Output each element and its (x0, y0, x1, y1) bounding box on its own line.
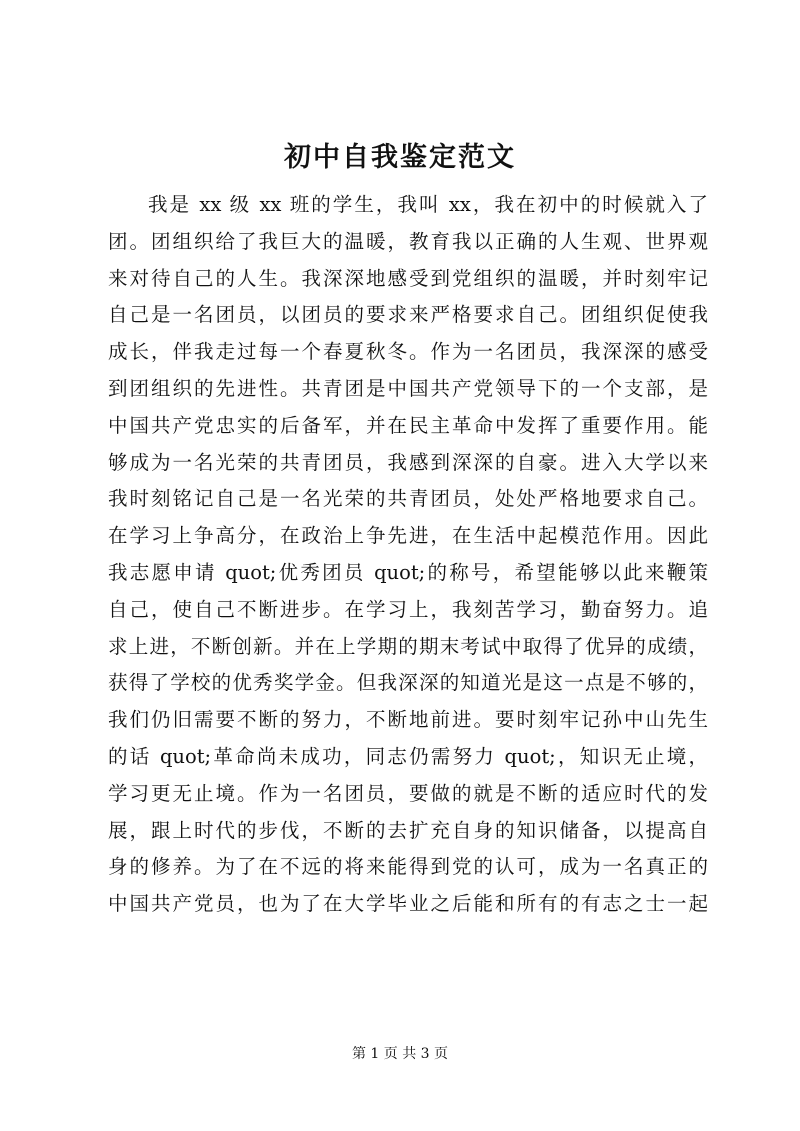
document-title: 初中自我鉴定范文 (284, 142, 516, 173)
body-line: 够成为一名光荣的共青团员，我感到深深的自豪。进入大学以来 (108, 450, 708, 474)
body-line: 来对待自己的人生。我深深地感受到党组织的温暖，并时刻牢记 (108, 266, 708, 290)
body-line: 在学习上争高分，在政治上争先进，在生活中起模范作用。因此 (108, 524, 708, 548)
body-line: 学习更无止境。作为一名团员，要做的就是不断的适应时代的发 (108, 781, 708, 805)
body-line: 我是 xx 级 xx 班的学生，我叫 xx，我在初中的时候就入了 (148, 193, 708, 216)
body-line: 我们仍旧需要不断的努力，不断地前进。要时刻牢记孙中山先生 (108, 708, 708, 732)
body-line: 到团组织的先进性。共青团是中国共产党领导下的一个支部，是 (108, 376, 708, 400)
document-body (108, 187, 708, 923)
body-line: 自己，使自己不断进步。在学习上，我刻苦学习，勤奋努力。追 (108, 597, 708, 621)
body-line: 自己是一名团员，以团员的要求来严格要求自己。团组织促使我 (108, 303, 708, 327)
page-number-footer: 第 1 页 共 3 页 (351, 1046, 449, 1062)
body-line: 求上进，不断创新。并在上学期的期末考试中取得了优异的成绩， (108, 634, 708, 658)
body-line: 展，跟上时代的步伐，不断的去扩充自身的知识储备，以提高自 (108, 818, 708, 842)
body-line: 中国共产党员，也为了在大学毕业之后能和所有的有志之士一起 (108, 892, 708, 916)
body-line: 身的修养。为了在不远的将来能得到党的认可，成为一名真正的 (108, 855, 708, 879)
body-line: 我时刻铭记自己是一名光荣的共青团员，处处严格地要求自己。 (108, 487, 708, 511)
body-line: 成长，伴我走过每一个春夏秋冬。作为一名团员，我深深的感受 (108, 340, 708, 364)
body-line: 团。团组织给了我巨大的温暖，教育我以正确的人生观、世界观 (108, 229, 708, 253)
body-line: 的话 quot;革命尚未成功，同志仍需努力 quot;，知识无止境， (108, 744, 708, 768)
body-line: 中国共产党忠实的后备军，并在民主革命中发挥了重要作用。能 (108, 413, 708, 437)
body-line: 获得了学校的优秀奖学金。但我深深的知道光是这一点是不够的， (108, 671, 708, 695)
body-line: 我志愿申请 quot;优秀团员 quot;的称号，希望能够以此来鞭策 (108, 560, 708, 584)
